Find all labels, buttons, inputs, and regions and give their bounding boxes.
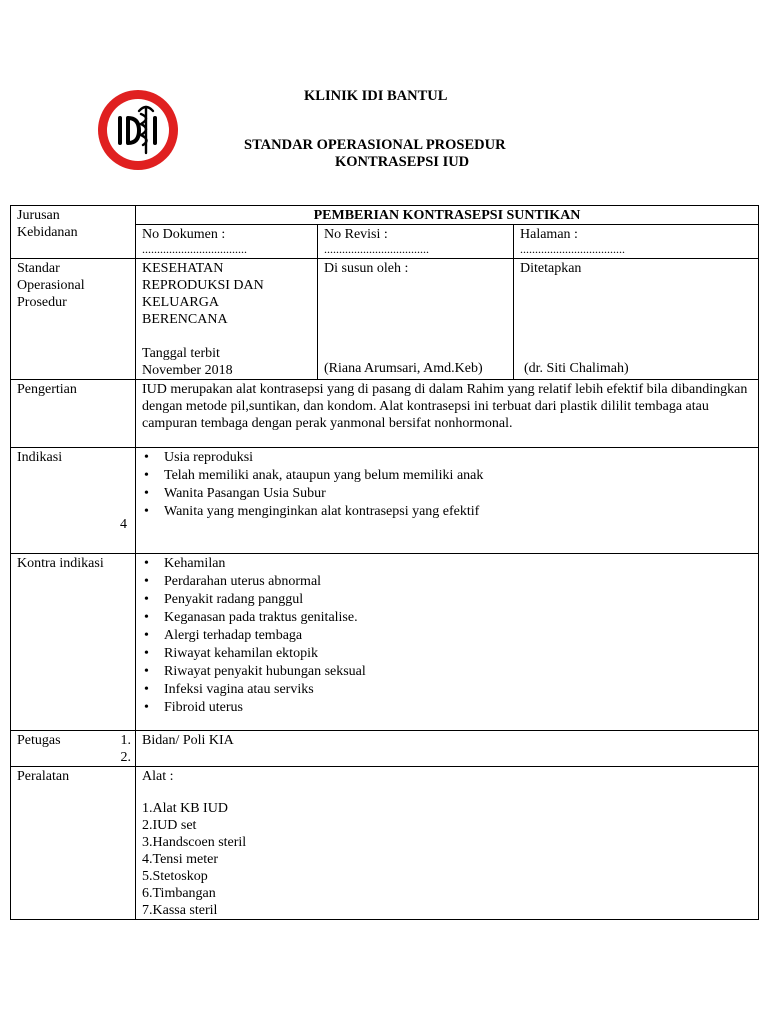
list-item: 5.Stetoskop xyxy=(142,869,208,884)
sop-label-line-2: Operasional xyxy=(17,278,85,293)
document-subject: KONTRASEPSI IUD xyxy=(335,154,470,170)
no-dokumen-dots: ................................... xyxy=(142,243,247,255)
procedure-title: PEMBERIAN KONTRASEPSI SUNTIKAN xyxy=(136,206,759,225)
program-line-1: KESEHATAN xyxy=(142,261,224,276)
ditetapkan-label: Ditetapkan xyxy=(520,261,582,276)
kontra-list xyxy=(142,555,752,717)
sop-label-line-1: Standar xyxy=(17,261,60,276)
list-item: 7.Kassa steril xyxy=(142,903,218,918)
halaman-dots: ................................... xyxy=(520,243,625,255)
no-dokumen-label: No Dokumen : xyxy=(142,227,226,242)
tanggal-terbit-label: Tanggal terbit xyxy=(142,346,220,361)
petugas-label-cell xyxy=(11,731,136,767)
department-line-2: Kebidanan xyxy=(17,225,78,240)
list-item: • Infeksi vagina atau serviks xyxy=(164,681,752,699)
alat-label: Alat : xyxy=(142,769,174,784)
list-item: • Keganasan pada traktus genitalise. xyxy=(164,609,752,627)
petugas-value: Bidan/ Poli KIA xyxy=(136,731,759,767)
indikasi-number: 4 xyxy=(120,517,127,532)
list-item: • Wanita yang menginginkan alat kontrasepsi yang efektif xyxy=(164,503,752,521)
list-item: • Riwayat kehamilan ektopik xyxy=(164,645,752,663)
list-item: 2.IUD set xyxy=(142,818,197,833)
no-dokumen-cell xyxy=(136,225,318,259)
pengertian-label: Pengertian xyxy=(17,382,77,397)
kontra-label: Kontra indikasi xyxy=(17,556,104,571)
document-type: STANDAR OPERASIONAL PROSEDUR xyxy=(244,137,506,153)
petugas-number-1: 1. xyxy=(120,733,131,748)
petugas-label: Petugas xyxy=(17,733,61,748)
program-line-3: KELUARGA xyxy=(142,295,219,310)
department-cell xyxy=(11,206,136,259)
list-item: • Kehamilan xyxy=(164,555,752,573)
clinic-name: KLINIK IDI BANTUL xyxy=(304,88,448,104)
program-line-2: REPRODUKSI DAN xyxy=(142,278,264,293)
ditetapkan-name: (dr. Siti Chalimah) xyxy=(524,361,629,376)
list-item: 6.Timbangan xyxy=(142,886,216,901)
peralatan-label-cell xyxy=(11,767,136,920)
ditetapkan-cell xyxy=(514,259,759,380)
list-item: 3.Handscoen steril xyxy=(142,835,247,850)
peralatan-label: Peralatan xyxy=(17,769,70,784)
list-item: • Alergi terhadap tembaga xyxy=(164,627,752,645)
list-item: • Usia reproduksi xyxy=(164,449,752,467)
disusun-label: Di susun oleh : xyxy=(324,261,409,276)
list-item: • Perdarahan uterus abnormal xyxy=(164,573,752,591)
idi-logo xyxy=(95,87,181,173)
program-cell xyxy=(136,259,318,380)
list-item: • Penyakit radang panggul xyxy=(164,591,752,609)
list-item: • Riwayat penyakit hubungan seksual xyxy=(164,663,752,681)
pengertian-label-cell xyxy=(11,380,136,448)
list-item: 1.Alat KB IUD xyxy=(142,801,228,816)
indikasi-cell xyxy=(136,448,759,554)
department-line-1: Jurusan xyxy=(17,208,60,223)
sop-table xyxy=(10,205,759,920)
pengertian-text: IUD merupakan alat kontrasepsi yang di pasang di dalam Rahim yang relatif lebih efektif bila dibandingkan dengan metode pil,suntikan, dan kondom. Alat kontrasepsi ini terbuat dari plastik dililit tembaga atau campuran tembaga dengan perak yanmonal bersifat nonhormonal. xyxy=(136,380,759,448)
indikasi-label-cell xyxy=(11,448,136,554)
disusun-name: (Riana Arumsari, Amd.Keb) xyxy=(324,361,483,376)
kontra-cell xyxy=(136,554,759,731)
disusun-cell xyxy=(318,259,514,380)
no-revisi-label: No Revisi : xyxy=(324,227,388,242)
sop-label-cell xyxy=(11,259,136,380)
halaman-cell xyxy=(514,225,759,259)
list-item: 4.Tensi meter xyxy=(142,852,218,867)
list-item: • Fibroid uterus xyxy=(164,699,752,717)
list-item: • Telah memiliki anak, ataupun yang belum memiliki anak xyxy=(164,467,752,485)
no-revisi-dots: ................................... xyxy=(324,243,429,255)
kontra-label-cell xyxy=(11,554,136,731)
list-item: • Wanita Pasangan Usia Subur xyxy=(164,485,752,503)
sop-label-line-3: Prosedur xyxy=(17,295,67,310)
tanggal-terbit-value: November 2018 xyxy=(142,363,233,378)
peralatan-cell xyxy=(136,767,759,920)
indikasi-label: Indikasi xyxy=(17,450,63,465)
petugas-number-2: 2. xyxy=(120,750,131,765)
indikasi-list xyxy=(142,449,752,521)
halaman-label: Halaman : xyxy=(520,227,578,242)
no-revisi-cell xyxy=(318,225,514,259)
program-line-4: BERENCANA xyxy=(142,312,228,327)
